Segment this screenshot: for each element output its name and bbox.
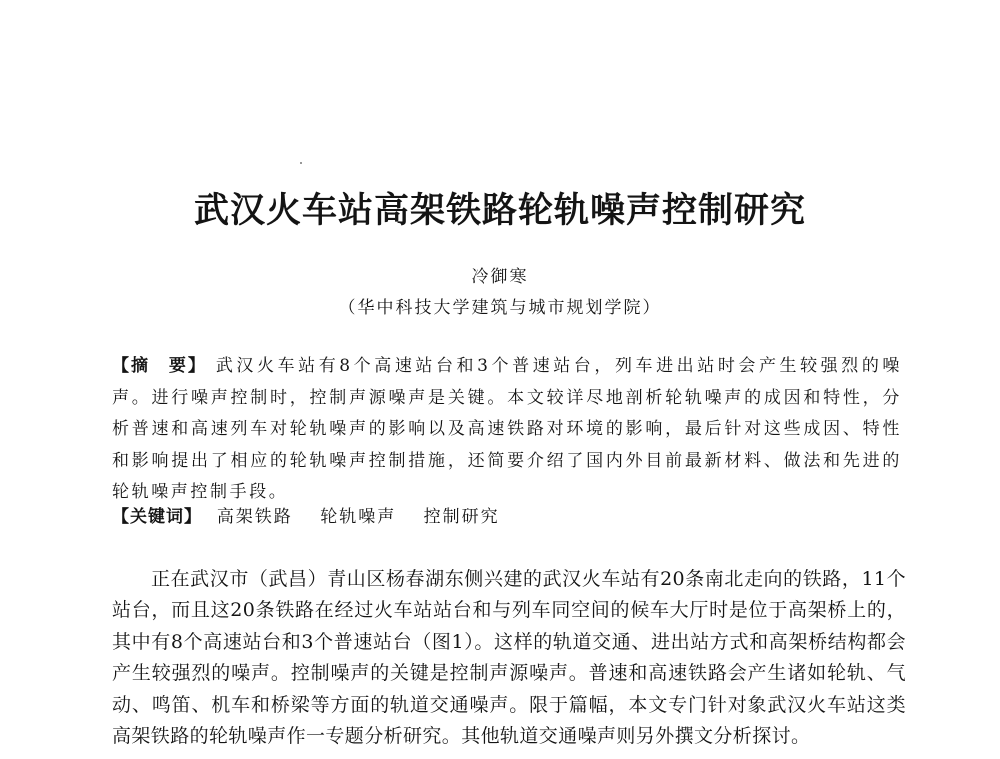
abstract-label: 【摘 要】: [112, 356, 207, 376]
keywords-label: 【关键词】: [112, 507, 202, 527]
scan-speck: [300, 162, 302, 164]
abstract: [112, 351, 902, 509]
author-name: 冷御寒: [471, 267, 529, 287]
paper-title: 武汉火车站高架铁路轮轨噪声控制研究: [193, 190, 806, 231]
author-affiliation: （华中科技大学建筑与城市规划学院）: [338, 298, 662, 318]
keywords: [112, 502, 520, 533]
keyword-item: 轮轨噪声: [320, 507, 397, 527]
keyword-item: 控制研究: [423, 507, 500, 527]
keyword-item: 高架铁路: [216, 507, 293, 527]
abstract-text: 武汉火车站有8个高速站台和3个普速站台，列车进出站时会产生较强烈的噪声。进行噪声控制时，控制声源噪声是关键。本文较详尽地剖析轮轨噪声的成因和特性，分析普速和高速列车对轮轨噪声的影响以及高速铁路对环境的影响，最后针对这些成因、特性和影响提出了相应的轮轨噪声控制措施，还简要介绍了国内外目前最新材料、做法和先进的轮轨噪声控制手段。: [112, 356, 903, 502]
body-paragraph: 正在武汉市（武昌）青山区杨春湖东侧兴建的武汉火车站有20条南北走向的铁路，11个站台，而且这20条铁路在经过火车站站台和与列车同空间的候车大厅时是位于高架桥上的，其中有8个高速站台和3个普速站台（图1）。这样的轨道交通、进出站方式和高架桥结构都会产生较强烈的噪声。控制噪声的关键是控制声源噪声。普速和高速铁路会产生诸如轮轨、气动、鸣笛、机车和桥梁等方面的轨道交通噪声。限于篇幅，本文专门针对象武汉火车站这类高架铁路的轮轨噪声作一专题分析研究。其他轨道交通噪声则另外撰文分析探讨。: [112, 568, 906, 748]
